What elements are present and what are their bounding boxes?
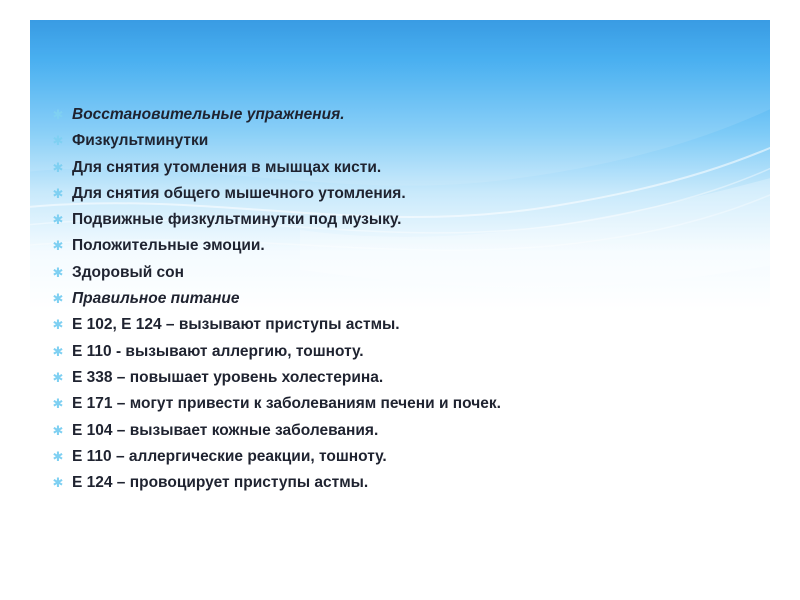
list-item-text: Подвижные физкультминутки под музыку. [72, 211, 402, 229]
list-item-text: Для снятия утомления в мышцах кисти. [72, 158, 382, 176]
bullet-icon: ✱ [52, 369, 64, 385]
list-item [44, 312, 764, 338]
list-item [44, 102, 764, 128]
list-item [44, 233, 764, 259]
list-item-text: Физкультминутки [72, 132, 209, 150]
list-item [44, 418, 764, 444]
slide-content [44, 102, 764, 496]
slide-frame-top [0, 0, 800, 20]
list-item-text: Е 104 – вызывает кожные заболевания. [72, 421, 379, 439]
list-item-text: Положительные эмоции. [72, 237, 265, 255]
list-item-text: Е 171 – могут привести к заболеваниям печени и почек. [72, 395, 501, 413]
bullet-icon: ✱ [52, 317, 64, 333]
bullet-icon: ✱ [52, 185, 64, 201]
bullet-icon: ✱ [52, 159, 64, 175]
list-item-text: Правильное питание [72, 290, 240, 308]
list-item [44, 181, 764, 207]
bullet-icon: ✱ [52, 133, 64, 149]
list-item-text: Е 102, Е 124 – вызывают приступы астмы. [72, 316, 400, 334]
list-item-text: Е 338 – повышает уровень холестерина. [72, 368, 384, 386]
slide-frame-right [770, 0, 800, 600]
bullet-icon: ✱ [52, 475, 64, 491]
list-item [44, 365, 764, 391]
slide-frame-left [0, 0, 30, 600]
list-item [44, 128, 764, 154]
list-item-text: Восстановительные упражнения. [72, 106, 345, 123]
list-item [44, 155, 764, 181]
bullet-list [44, 102, 764, 496]
list-item [44, 260, 764, 286]
list-item [44, 391, 764, 417]
list-item [44, 286, 764, 312]
bullet-icon: ✱ [52, 448, 64, 464]
list-item [44, 470, 764, 496]
bullet-icon: ✱ [52, 291, 64, 307]
list-item [44, 444, 764, 470]
bullet-icon: ✱ [52, 422, 64, 438]
list-item-text: Здоровый сон [72, 263, 185, 281]
bullet-icon: ✱ [52, 238, 64, 254]
list-item [44, 207, 764, 233]
bullet-icon: ✱ [52, 212, 64, 228]
list-item-text: Е 124 – провоцирует приступы астмы. [72, 474, 369, 492]
list-item-text: Е 110 – аллергические реакции, тошноту. [72, 447, 387, 465]
list-item [44, 339, 764, 365]
bullet-icon: ✱ [52, 343, 64, 359]
bullet-icon: ✱ [52, 264, 64, 280]
list-item-text: Е 110 - вызывают аллергию, тошноту. [72, 342, 364, 360]
bullet-icon: ✱ [52, 396, 64, 412]
bullet-icon: ✱ [52, 107, 64, 122]
list-item-text: Для снятия общего мышечного утомления. [72, 184, 406, 202]
